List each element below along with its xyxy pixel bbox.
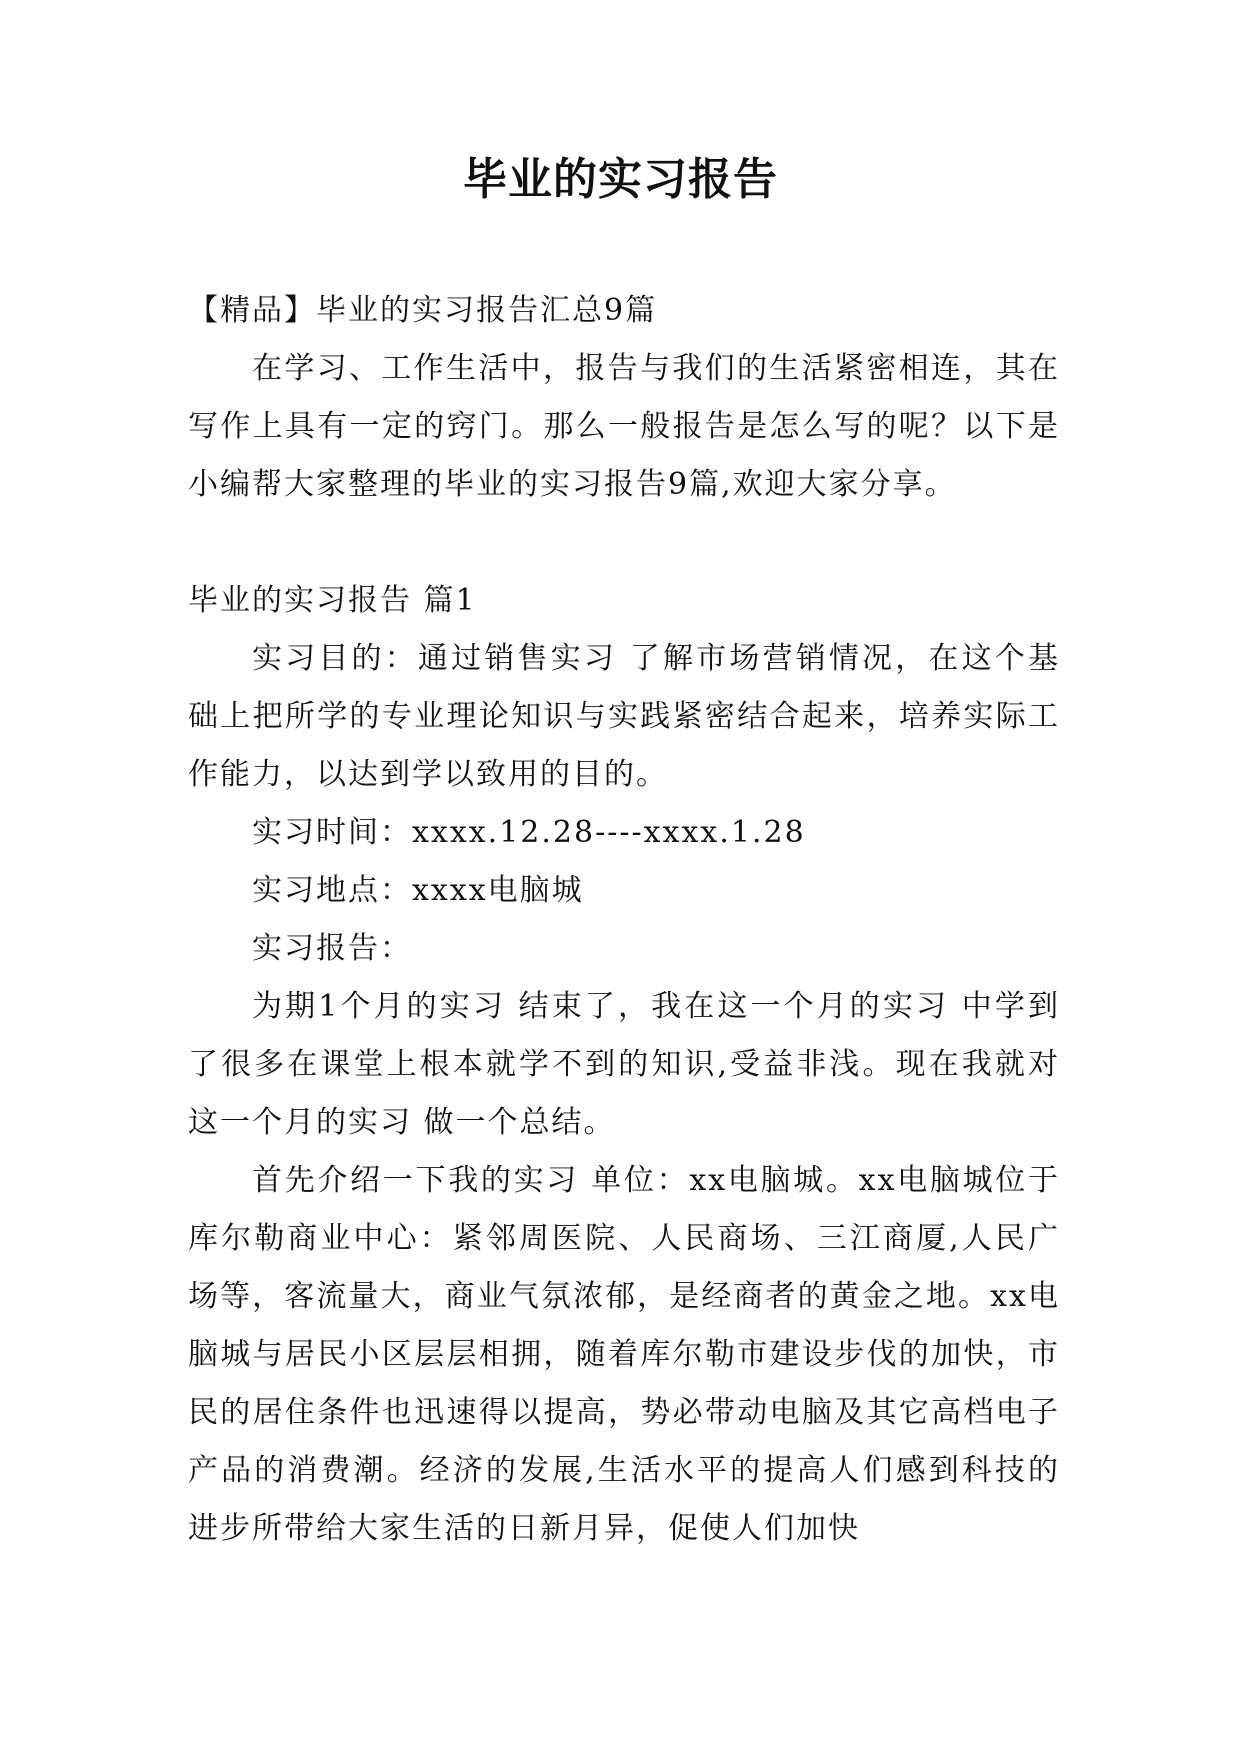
document-subtitle: 【精品】毕业的实习报告汇总9篇: [188, 293, 658, 328]
document-title: 毕业的实习报告: [463, 154, 778, 205]
report-paragraph-1: 为期1个月的实习 结束了，我在这一个月的实习 中学到了很多在课堂上根本就学不到的知识,受益非浅。现在我就对这一个月的实习 做一个总结。: [188, 989, 1060, 1140]
time-line: 实习时间：xxxx.12.28----xxxx.1.28: [252, 815, 806, 850]
section-heading: 毕业的实习报告 篇1: [188, 583, 477, 618]
place-line: 实习地点：xxxx电脑城: [252, 873, 584, 908]
report-label: 实习报告：: [252, 931, 412, 966]
purpose-paragraph: 实习目的：通过销售实习 了解市场营销情况，在这个基础上把所学的专业理论知识与实践紧密结合起来，培养实际工作能力，以达到学以致用的目的。: [188, 641, 1060, 792]
report-paragraph-2: 首先介绍一下我的实习 单位：xx电脑城。xx电脑城位于库尔勒商业中心：紧邻周医院、人民商场、三江商厦,人民广场等，客流量大，商业气氛浓郁，是经商者的黄金之地。xx电脑城与居民小区层层相拥，随着库尔勒市建设步伐的加快，市民的居住条件也迅速得以提高，势必带动电脑及其它高档电子产品的消费潮。经济的发展,生活水平的提高人们感到科技的进步所带给大家生活的日新月异，促使人们加快: [188, 1163, 1060, 1546]
document-body: [188, 282, 1060, 1558]
intro-paragraph: 在学习、工作生活中，报告与我们的生活紧密相连，其在写作上具有一定的窍门。那么一般报告是怎么写的呢？以下是小编帮大家整理的毕业的实习报告9篇,欢迎大家分享。: [188, 351, 1060, 502]
